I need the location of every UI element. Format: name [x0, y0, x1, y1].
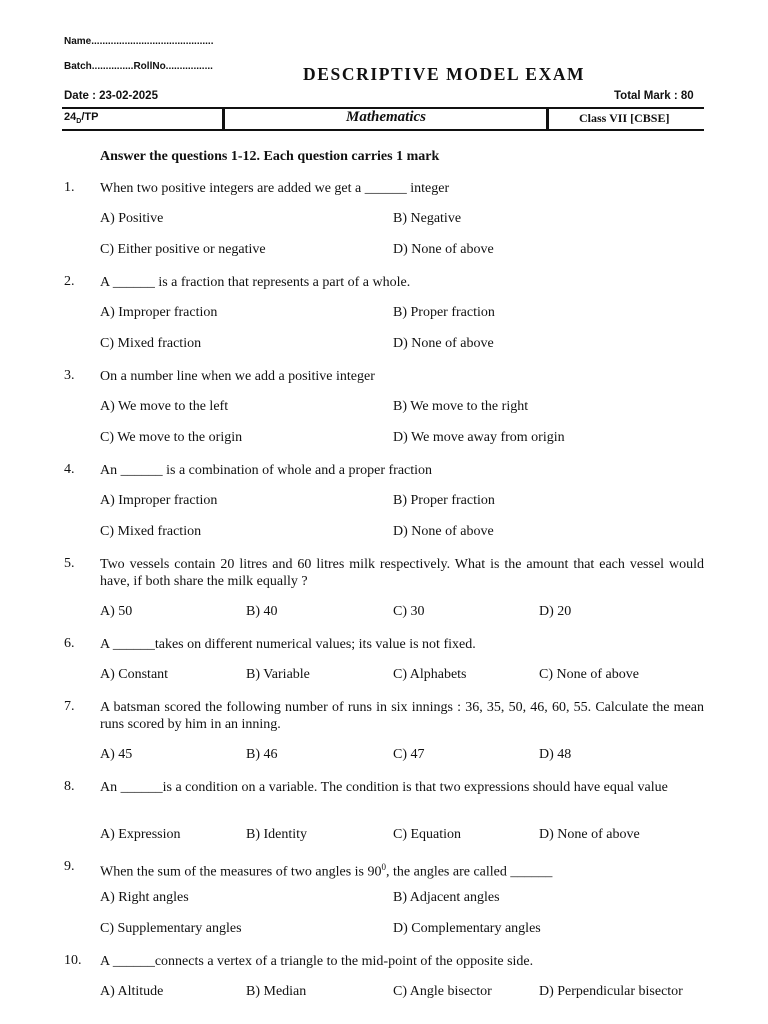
- option-a: A) 50: [100, 604, 133, 619]
- option-d: D) None of above: [393, 242, 494, 257]
- subject-title: Mathematics: [345, 109, 426, 125]
- exam-date: Date : 23-02-2025: [64, 90, 158, 102]
- total-mark: Total Mark : 80: [614, 90, 694, 102]
- header-info-bar: [62, 107, 704, 131]
- option-a: A) Improper fraction: [100, 305, 218, 320]
- question-number: 5.: [64, 556, 75, 571]
- question-number: 9.: [64, 859, 75, 874]
- option-b: B) Adjacent angles: [393, 890, 500, 905]
- option-d: D) 48: [539, 747, 572, 762]
- option-c: C) Supplementary angles: [100, 921, 242, 936]
- question-number: 8.: [64, 779, 75, 794]
- option-d: D) 20: [539, 604, 572, 619]
- option-d: D) None of above: [393, 336, 494, 351]
- option-c: C) 30: [393, 604, 425, 619]
- option-c: C) Mixed fraction: [100, 336, 202, 351]
- question-text: Two vessels contain 20 litres and 60 litres milk respectively. What is the amount that each vessel would have, if both share the milk equally ?: [100, 557, 704, 589]
- question-number: 3.: [64, 368, 75, 383]
- exam-title: DESCRIPTIVE MODEL EXAM: [303, 64, 586, 84]
- option-b: B) Variable: [246, 667, 310, 682]
- option-d: D) Perpendicular bisector: [539, 984, 683, 999]
- question-text: On a number line when we add a positive integer: [100, 369, 375, 384]
- option-a: A) Expression: [100, 827, 181, 842]
- option-c: C) Mixed fraction: [100, 524, 202, 539]
- question-text: When the sum of the measures of two angles is $90^0$, the angles are called ______: [100, 862, 553, 880]
- option-b: B) We move to the right: [393, 399, 529, 414]
- header-divider-right: [546, 109, 549, 129]
- question-text: A batsman scored the following number of runs in six innings : 36, 35, 50, 46, 60, 55. Calculate the mean runs scored by him in an inning.: [100, 700, 704, 732]
- option-b: B) Proper fraction: [393, 305, 495, 320]
- question-number: 6.: [64, 636, 75, 651]
- option-c: C) We move to the origin: [100, 430, 243, 445]
- option-a: A) Altitude: [100, 984, 164, 999]
- option-c: C) Alphabets: [393, 667, 467, 682]
- option-d: D) We move away from origin: [393, 430, 565, 445]
- class-label: Class VII [CBSE]: [579, 111, 670, 125]
- option-a: A) Constant: [100, 667, 169, 682]
- batch-rollno-label: Batch...............RollNo.................: [64, 61, 213, 72]
- option-b: B) 40: [246, 604, 278, 619]
- option-c: C) Angle bisector: [393, 984, 492, 999]
- option-d: D) None of above: [393, 524, 494, 539]
- option-a: A) Right angles: [100, 890, 189, 905]
- option-b: B) Identity: [246, 827, 308, 842]
- option-b: B) 46: [246, 747, 278, 762]
- question-text: An ______ is a combination of whole and a proper fraction: [100, 463, 433, 478]
- instruction-text: Answer the questions 1-12. Each question carries 1 mark: [100, 149, 440, 164]
- option-b: B) Median: [246, 984, 307, 999]
- question-number: 7.: [64, 699, 75, 714]
- option-a: A) 45: [100, 747, 133, 762]
- question-text: A ______ is a fraction that represents a part of a whole.: [100, 275, 411, 290]
- option-a: A) Improper fraction: [100, 493, 218, 508]
- question-number: 4.: [64, 462, 75, 477]
- option-c: C) Equation: [393, 827, 462, 842]
- option-c: C) 47: [393, 747, 425, 762]
- option-a: A) We move to the left: [100, 399, 229, 414]
- paper-code: $24_D/TP$: [64, 111, 99, 126]
- option-d: C) None of above: [539, 667, 639, 682]
- option-b: B) Proper fraction: [393, 493, 495, 508]
- question-text: A ______takes on different numerical values; its value is not fixed.: [100, 637, 476, 652]
- option-c: C) Either positive or negative: [100, 242, 266, 257]
- name-field-label: Name............................................: [64, 36, 214, 47]
- question-text: When two positive integers are added we get a ______ integer: [100, 181, 450, 196]
- question-text: An ______is a condition on a variable. The condition is that two expressions should have equal value: [100, 780, 668, 795]
- option-d: D) Complementary angles: [393, 921, 541, 936]
- question-number: 1.: [64, 180, 75, 195]
- option-a: A) Positive: [100, 211, 164, 226]
- option-b: B) Negative: [393, 211, 462, 226]
- option-d: D) None of above: [539, 827, 640, 842]
- question-number: 10.: [64, 953, 82, 968]
- question-number: 2.: [64, 274, 75, 289]
- question-text: A ______connects a vertex of a triangle to the mid-point of the opposite side.: [100, 954, 534, 969]
